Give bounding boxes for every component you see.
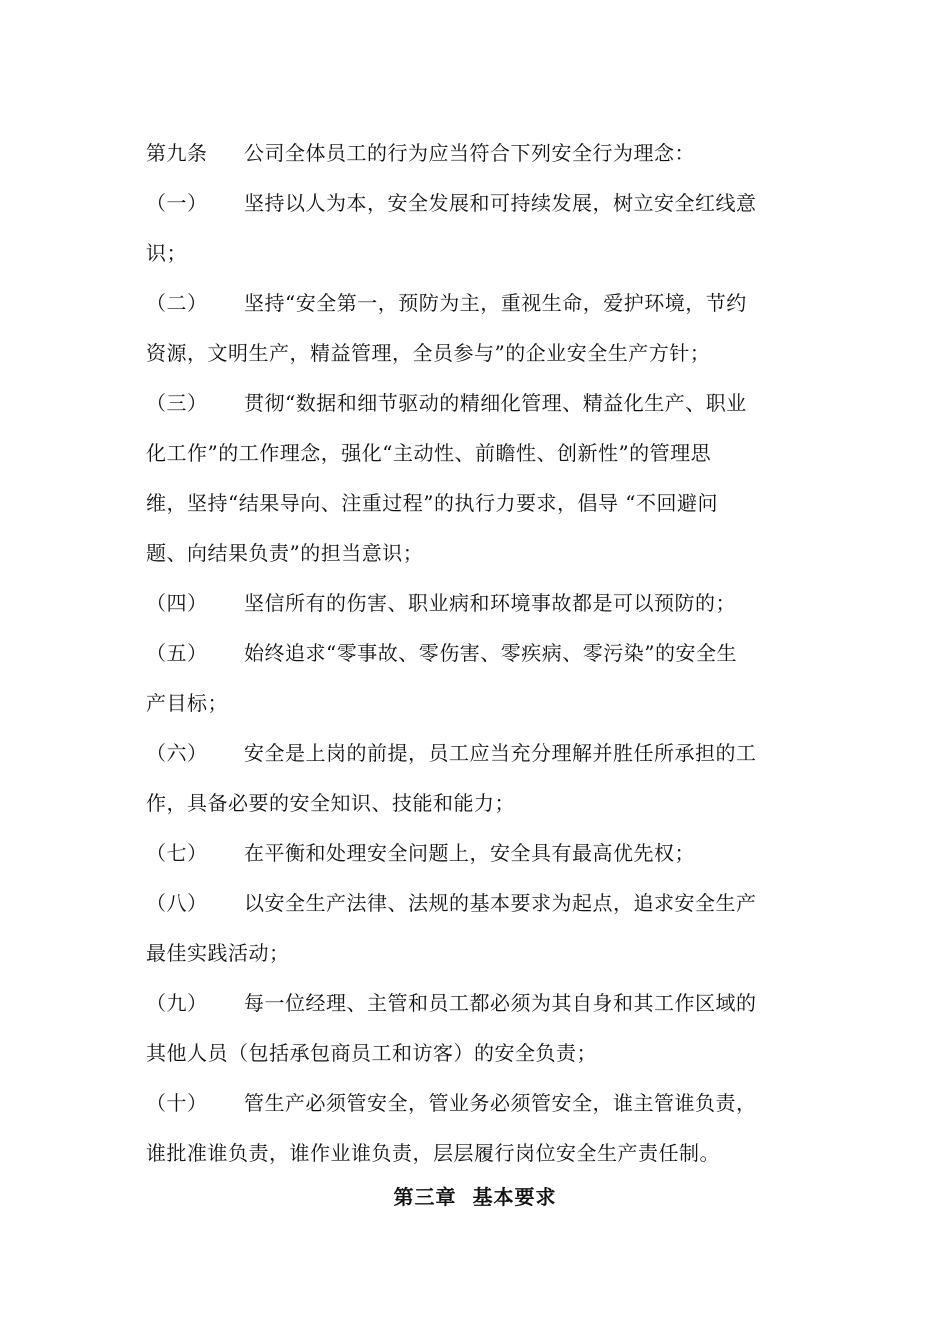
list-item (146, 1078, 808, 1178)
item-marker: （五） (146, 641, 208, 665)
item-line (146, 728, 808, 778)
item-marker: （二） (146, 291, 208, 315)
item-text: 安全是上岗的前提，员工应当充分理解并胜任所承担的工 (244, 741, 757, 765)
item-line (146, 1028, 808, 1078)
item-line (146, 678, 808, 728)
list-item (146, 878, 808, 978)
list-item (146, 578, 808, 628)
item-marker: （四） (146, 591, 208, 615)
item-line (146, 278, 808, 328)
item-line (146, 1078, 808, 1128)
list-item (146, 278, 808, 378)
list-item (146, 728, 808, 828)
item-text: 在平衡和处理安全问题上，安全具有最高优先权； (244, 841, 695, 865)
item-line (146, 328, 808, 378)
item-text: 最佳实践活动； (146, 941, 290, 965)
item-marker: （八） (146, 891, 208, 915)
list-item (146, 828, 808, 878)
item-text: 贯彻“数据和细节驱动的精细化管理、精益化生产、职业 (244, 391, 747, 415)
item-text: 识； (146, 241, 187, 265)
item-list (146, 178, 808, 1178)
item-marker: （一） (146, 191, 208, 215)
chapter-title: 第三章 基本要求 (393, 1185, 557, 1209)
item-text: 坚持以人为本，安全发展和可持续发展，树立安全红线意 (244, 191, 757, 215)
item-text: 每一位经理、主管和员工都必须为其自身和其工作区域的 (244, 991, 757, 1015)
item-text: 坚持“安全第一，预防为主，重视生命，爱护环境，节约 (244, 291, 747, 315)
item-marker: （九） (146, 991, 208, 1015)
item-line (146, 828, 808, 878)
item-text: 以安全生产法律、法规的基本要求为起点，追求安全生产 (244, 891, 757, 915)
list-item (146, 178, 808, 278)
article-number: 第九条 (146, 141, 208, 165)
item-text: 资源，文明生产，精益管理，全员参与”的企业安全生产方针； (146, 341, 711, 365)
item-marker: （十） (146, 1091, 208, 1115)
item-text: 作，具备必要的安全知识、技能和能力； (146, 791, 515, 815)
item-text: 产目标； (146, 691, 228, 715)
item-line (146, 578, 808, 628)
item-text: 题、向结果负责”的担当意识； (146, 541, 424, 565)
list-item (146, 628, 808, 728)
item-marker: （三） (146, 391, 208, 415)
item-marker: （六） (146, 741, 208, 765)
item-text: 谁批准谁负责，谁作业谁负责，层层履行岗位安全生产责任制。 (146, 1141, 720, 1165)
item-line (146, 878, 808, 928)
item-text: 化工作”的工作理念，强化“主动性、前瞻性、创新性”的管理思 (146, 441, 712, 465)
item-line (146, 1128, 808, 1178)
item-marker: （七） (146, 841, 208, 865)
list-item (146, 378, 808, 578)
article-heading (146, 128, 808, 178)
item-line (146, 378, 808, 428)
article-text: 公司全体员工的行为应当符合下列安全行为理念： (244, 141, 695, 165)
item-text: 其他人员（包括承包商员工和访客）的安全负责； (146, 1041, 597, 1065)
item-line (146, 978, 808, 1028)
item-text: 坚信所有的伤害、职业病和环境事故都是可以预防的； (244, 591, 736, 615)
item-line (146, 528, 808, 578)
list-item (146, 978, 808, 1078)
item-text: 始终追求“零事故、零伤害、零疾病、零污染”的安全生 (244, 641, 737, 665)
item-line (146, 628, 808, 678)
item-text: 管生产必须管安全，管业务必须管安全，谁主管谁负责， (244, 1091, 757, 1115)
item-line (146, 428, 808, 478)
item-text: 维，坚持“结果导向、注重过程”的执行力要求，倡导 “不回避问 (146, 491, 719, 515)
item-line (146, 228, 808, 278)
item-line (146, 478, 808, 528)
item-line (146, 778, 808, 828)
article-body (146, 128, 808, 1178)
item-line (146, 928, 808, 978)
item-line (146, 178, 808, 228)
